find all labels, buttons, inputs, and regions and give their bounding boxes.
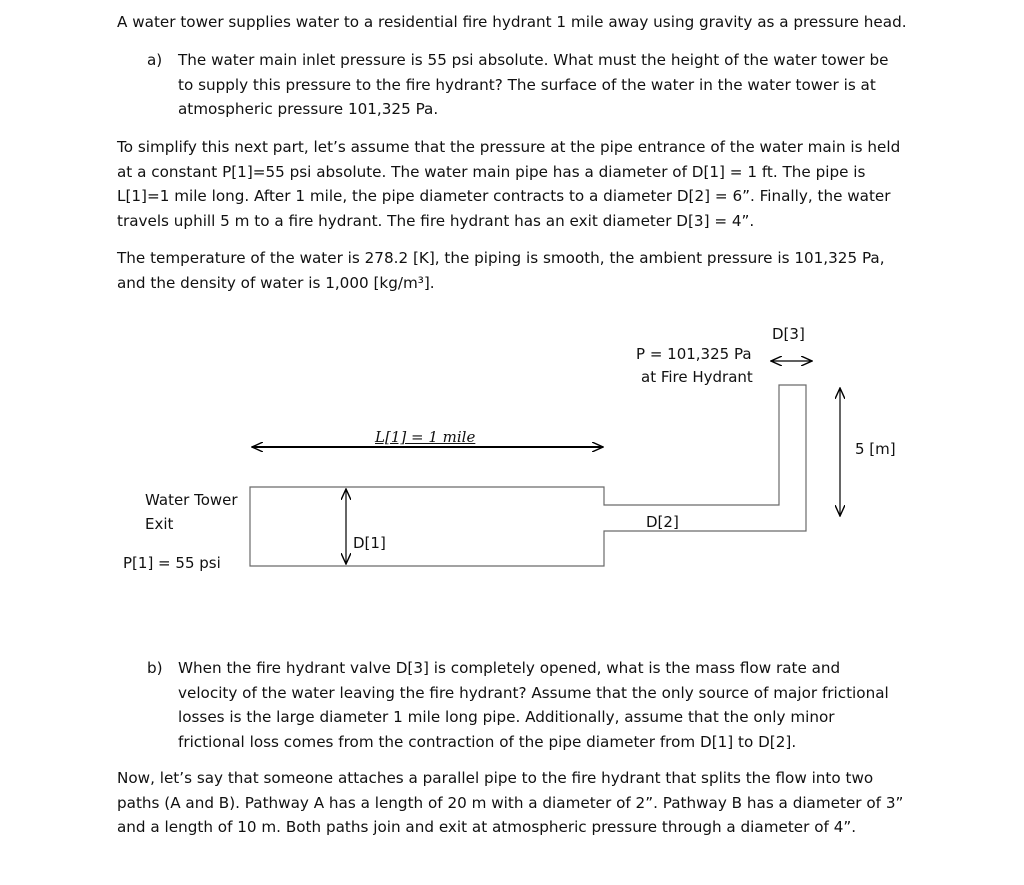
simplify-paragraph: To simplify this next part, let’s assume that the pressure at the pipe entrance of the water main is held at a constant P[1]=55 psi absolute. The water main pipe has a diameter of D[1] = 1 ft. The pipe is L[1]=1 mile long. After 1 mile, the pipe diameter contracts to a diameter D[2] = 6”. Finally, the water travels uphill 5 m to a fire hydrant. The fire hydrant has an exit diameter D[3] = 4”. xyxy=(117,138,901,230)
hydrant-pressure-sublabel: at Fire Hydrant xyxy=(641,368,753,386)
p1-label: P[1] = 55 psi xyxy=(123,554,221,572)
part-a-text: The water main inlet pressure is 55 psi absolute. What must the height of the water tower be to supply this pressure to the fire hydrant? The surface of the water in the water tower is at atmospheric pressure 101,325 Pa. xyxy=(178,51,889,119)
d3-label: D[3] xyxy=(772,325,805,343)
height-label: 5 [m] xyxy=(855,440,896,458)
pipe-outline xyxy=(250,385,806,566)
parallel-paragraph: Now, let’s say that someone attaches a parallel pipe to the fire hydrant that splits the flow into two paths (A and B). Pathway A has a length of 20 m with a diameter of 2”. Pathway B has a diameter of 3” and a length of 10 m. Both paths join and exit at atmospheric pressure through a diameter of 4”. xyxy=(117,769,904,837)
d2-label: D[2] xyxy=(646,513,679,531)
hydrant-pressure-label: P = 101,325 Pa xyxy=(636,345,752,363)
intro-paragraph: A water tower supplies water to a residential fire hydrant 1 mile away using gravity as a pressure head. xyxy=(117,13,907,31)
water-tower-label: Water Tower xyxy=(145,491,238,509)
part-b-text: When the fire hydrant valve D[3] is completely opened, what is the mass flow rate and velocity of the water leaving the fire hydrant? Assume that the only source of major frictional losses is the large diameter 1 mile long pipe. Additionally, assume that the only minor frictional loss comes from the contraction of the pipe diameter from D[1] to D[2]. xyxy=(178,659,889,751)
l1-label: L[1] = 1 mile xyxy=(375,428,476,446)
part-a-marker: a) xyxy=(147,51,163,69)
d1-label: D[1] xyxy=(353,534,386,552)
temperature-paragraph: The temperature of the water is 278.2 [K], the piping is smooth, the ambient pressure is 101,325 Pa, and the density of water is 1,000 [kg/m³]. xyxy=(117,249,885,292)
part-b-marker: b) xyxy=(147,659,163,677)
water-tower-exit-label: Exit xyxy=(145,515,174,533)
